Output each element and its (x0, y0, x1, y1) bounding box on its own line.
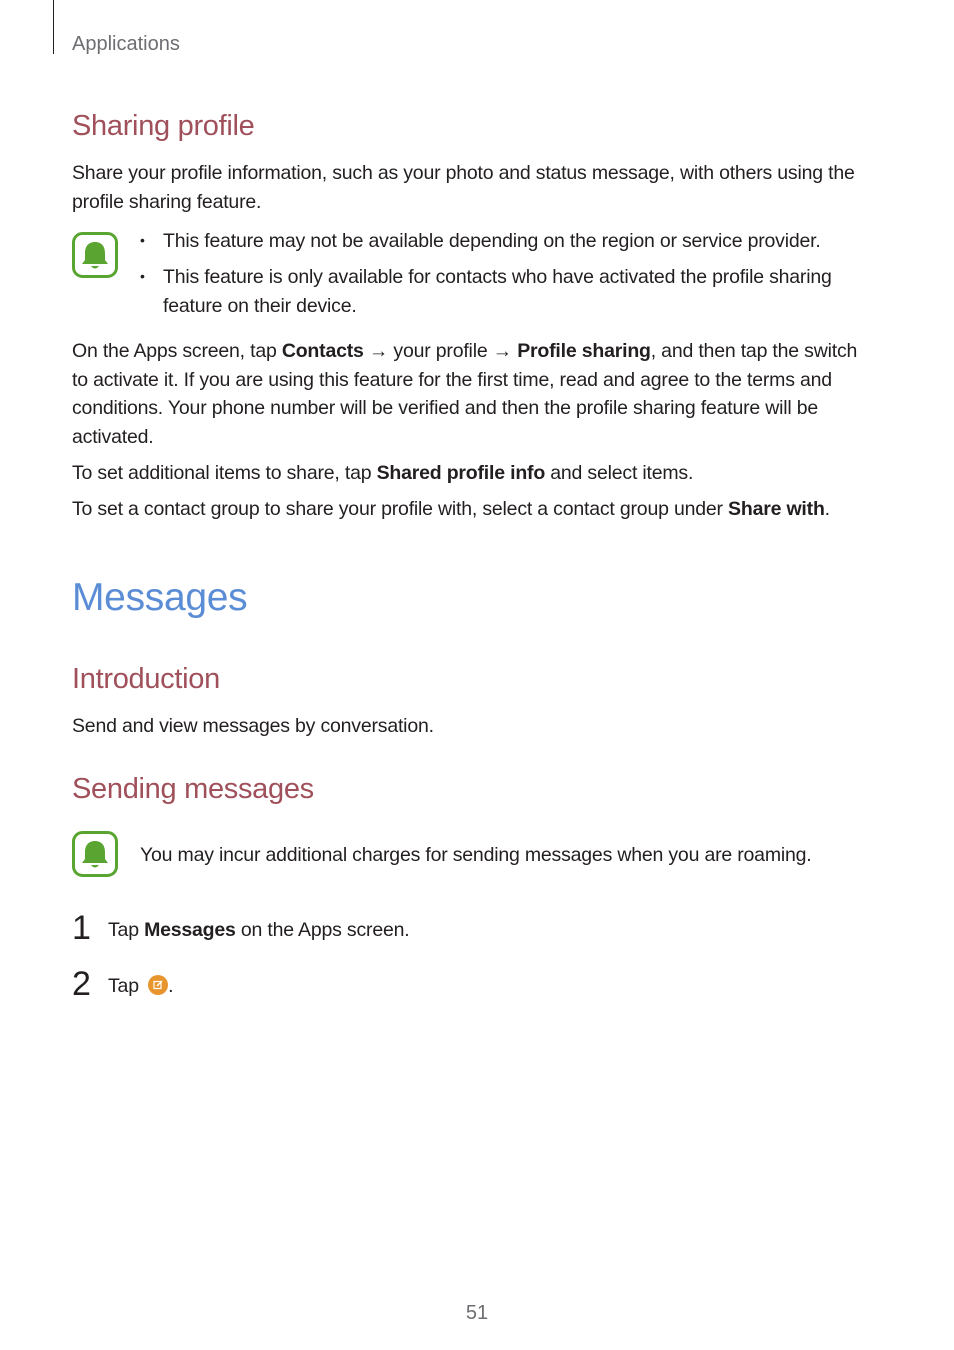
text: . (168, 975, 174, 997)
text: To set additional items to share, tap (72, 462, 377, 484)
step-number: 1 (72, 909, 91, 947)
intro-line-2: profile sharing feature. (72, 191, 262, 213)
text: Tap (108, 919, 145, 941)
section-title-sending-messages: Sending messages (72, 773, 314, 805)
bell-notice-icon (72, 232, 118, 278)
text: Tap (108, 975, 145, 997)
introduction-text: Send and view messages by conversation. (72, 715, 434, 737)
paragraph-1-line-2: to activate it. If you are using this feature for the first time, read and agree to the terms and (72, 369, 832, 391)
step-number: 2 (72, 965, 91, 1003)
text: To set a contact group to share your profile with, select a contact group under (72, 498, 729, 520)
bold-profile-sharing: Profile sharing (517, 340, 651, 362)
section-title-introduction: Introduction (72, 663, 220, 695)
bold-share-with: Share with (728, 498, 825, 520)
header-rule (53, 0, 54, 54)
section-title-sharing-profile: Sharing profile (72, 110, 255, 142)
bell-notice-icon (72, 831, 118, 877)
chapter-title-messages: Messages (72, 576, 248, 619)
page-number: 51 (465, 1302, 489, 1324)
note-text-2-line-2: feature on their device. (163, 295, 357, 317)
step-1-text (108, 916, 409, 945)
header-section-label: Applications (72, 33, 180, 55)
note-text-1: This feature may not be available depending on the region or service provider. (163, 230, 821, 252)
paragraph-1-line-3: conditions. Your phone number will be verified and then the profile sharing feature will be (72, 397, 819, 419)
text: on the Apps screen. (235, 919, 410, 941)
paragraph-3 (72, 495, 882, 524)
intro-line-1: Share your profile information, such as your photo and status message, with others using the (72, 162, 855, 184)
bold-messages: Messages (144, 919, 236, 941)
paragraph-2 (72, 459, 882, 488)
text: → your profile → (363, 340, 518, 362)
compose-message-icon (148, 975, 168, 995)
text: . (824, 498, 830, 520)
note-bullet: • (140, 268, 145, 284)
paragraph-1-line-1 (72, 337, 882, 366)
step-2-text (108, 972, 173, 1001)
paragraph-1-line-4: activated. (72, 426, 154, 448)
text: and select items. (545, 462, 694, 484)
roaming-note-text: You may incur additional charges for sending messages when you are roaming. (140, 844, 812, 866)
bold-shared-profile-info: Shared profile info (376, 462, 546, 484)
note-text-2-line-1: This feature is only available for contacts who have activated the profile sharing (163, 266, 832, 288)
bold-contacts: Contacts (281, 340, 364, 362)
text: On the Apps screen, tap (72, 340, 282, 362)
text: , and then tap the switch (650, 340, 858, 362)
note-bullet: • (140, 232, 145, 248)
